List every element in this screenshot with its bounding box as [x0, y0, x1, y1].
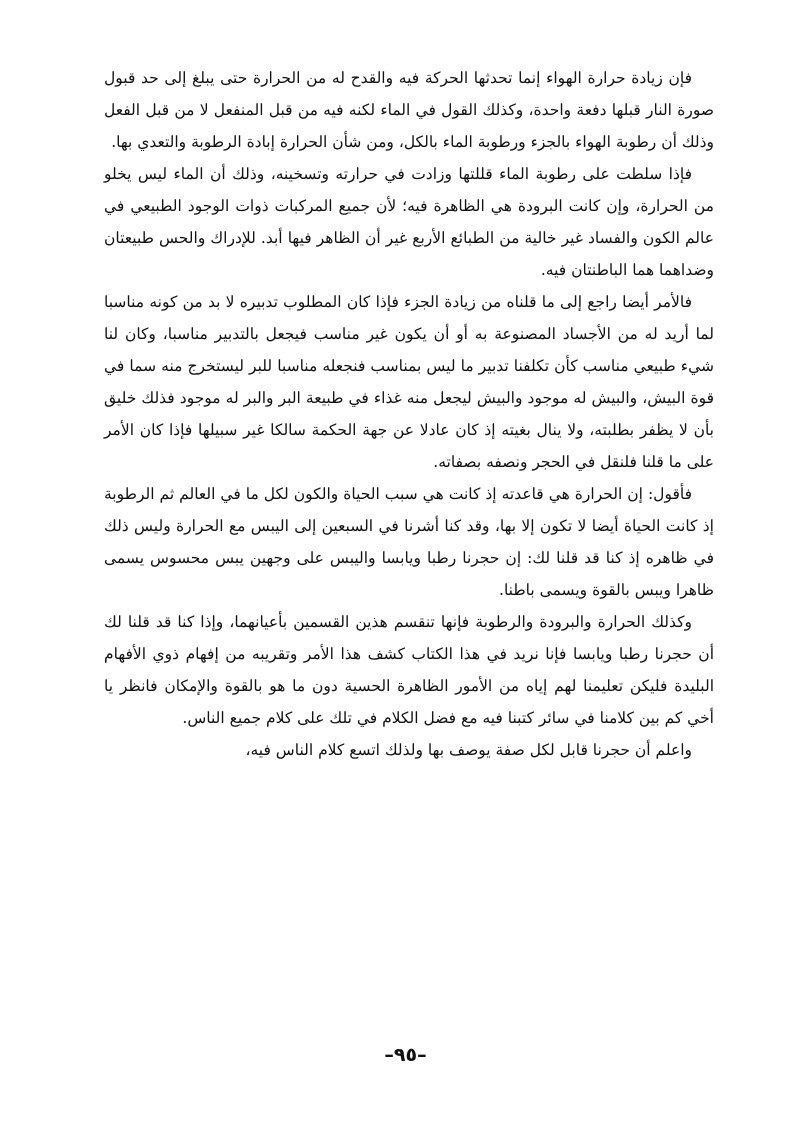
paragraph-2: فإذا سلطت على رطوبة الماء قللتها وزادت في حرارته وتسخينه، وذلك أن الماء ليس يخلو من الحرارة، وإن كانت البرودة هي الظاهرة فيه؛ لأن جميع المركبات ذوات الوجود الطبيعي في عالم الكون والفساد غير خالية من الطبائع الأربع غير أن الظاهر فيها أبد. للإدراك والحس طبيعتان وضداهما هما الباطنتان فيه. [104, 165, 714, 279]
paragraph-5: وكذلك الحرارة والبرودة والرطوبة فإنها تنقسم هذين القسمين بأعيانهما، وإذا كنا قد قلنا لك أن حجرنا رطبا ويابسا فإنا نريد في هذا الكتاب كشف هذا الأمر وتقريبه من إفهام ذوي الأفهام البليدة فليكن تعليمنا لهم إياه من الأمور الظاهرة الحسية دون ما هو بالقوة والإمكان فانظر يا أخي كم بين كلامنا في سائر كتبنا فيه مع فضل الكلام في تلك على كلام جميع الناس. [104, 613, 714, 727]
page-number: –٩٥– [384, 1044, 427, 1066]
paragraph-4: فأقول: إن الحرارة هي قاعدته إذ كانت هي سبب الحياة والكون لكل ما في العالم ثم الرطوبة إذ كانت الحياة أيضا لا تكون إلا بها، وقد كنا أشرنا في السبعين إلى اليبس مع الحرارة وليس ذلك في ظاهره إذ كنا قد قلنا لك: إن حجرنا رطبا ويابسا واليبس على وجهين يبس محسوس يسمى ظاهرا ويبس بالقوة ويسمى باطنا. [104, 485, 714, 599]
paragraph-3: فالأمر أيضا راجع إلى ما قلناه من زيادة الجزء فإذا كان المطلوب تدبيره لا بد من كونه مناسبا لما أريد له من الأجساد المصنوعة به أو أن يكون غير مناسب فيجعل بالتدبير مناسبا، وكان لنا شيء طبيعي مناسب كأن تكلفنا تدبير ما ليس بمناسب فنجعله مناسبا للبر ليستخرج منه سما في قوة البيش، والبيش له موجود والبيش ليجعل منه غذاء في طبيعة البر والبر له موجود فذلك خليق بأن لا يظفر بطلبته، ولا ينال بغيته إذ كان عادلا عن جهة الحكمة سالكا غير سبيلها فإذا كان الأمر على ما قلنا فلنقل في الحجر ونصفه بصفاته. [104, 293, 714, 471]
paragraph-6: واعلم أن حجرنا قابل لكل صفة يوصف بها ولذلك اتسع كلام الناس فيه، [245, 741, 692, 759]
body-text [104, 62, 714, 766]
paragraph-1: فإن زيادة حرارة الهواء إنما تحدثها الحركة فيه والقدح له من الحرارة حتى يبلغ إلى حد قبول صورة النار قبلها دفعة واحدة، وكذلك القول في الماء لكنه فيه من قبل المنفعل لا من قبل الفعل وذلك أن رطوبة الهواء بالجزء ورطوبة الماء بالكل، ومن شأن الحرارة إبادة الرطوبة والتعدي بها. [104, 69, 714, 151]
